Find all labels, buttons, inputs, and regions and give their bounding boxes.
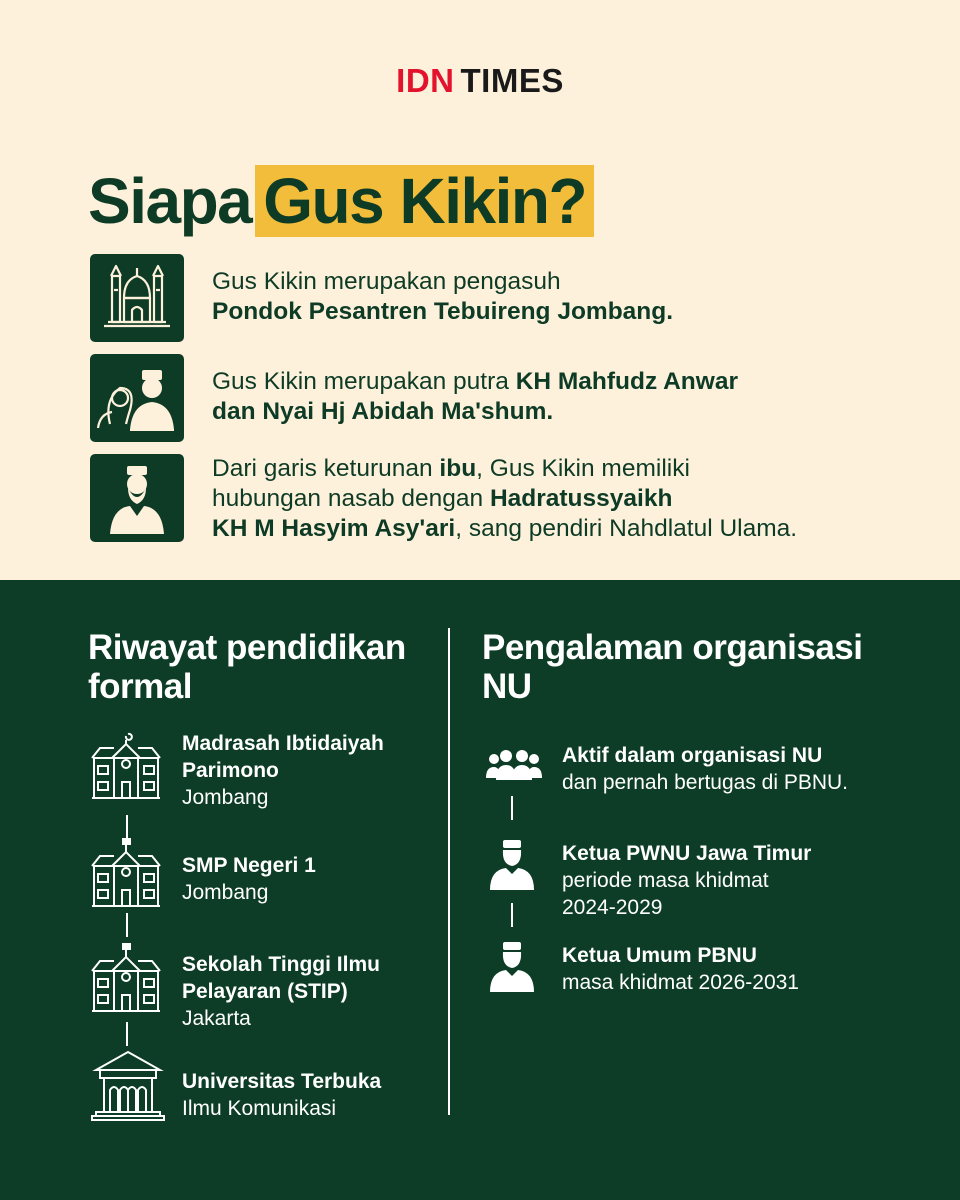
education-item <box>90 943 440 1033</box>
fact-3-bold2: Hadratussyaikh <box>489 485 673 512</box>
organization-detail: masa khidmat 2026-2031 <box>562 971 799 994</box>
organization-item <box>486 742 926 802</box>
madrasah-building-icon <box>90 730 162 802</box>
fact-text <box>212 267 892 327</box>
fact-3-line2: hubungan nasab dengan <box>212 485 490 512</box>
fact-row <box>90 454 890 544</box>
education-text <box>182 730 384 811</box>
fact-2-bold2: dan Nyai Hj Abidah Ma'shum. <box>212 398 554 425</box>
organization-text <box>562 942 799 996</box>
organization-heading-line1: Pengalaman organisasi <box>482 628 863 667</box>
organization-detail: dan pernah bertugas di PBNU. <box>562 771 849 794</box>
fact-3-bold1: ibu <box>439 455 477 482</box>
organization-role: Ketua Umum PBNU <box>562 944 757 967</box>
title-lead: Siapa <box>88 165 252 237</box>
organization-item <box>486 942 926 1002</box>
education-heading-line2: formal <box>88 667 192 706</box>
education-name: Pelayaran (STIP) <box>182 980 348 1003</box>
idn-times-logo <box>0 62 960 100</box>
fact-1-line1: Gus Kikin merupakan pengasuh <box>212 268 561 295</box>
fact-3-line3-rest: , sang pendiri Nahdlatul Ulama. <box>455 515 798 542</box>
organization-heading <box>482 628 862 706</box>
group-icon <box>486 748 542 784</box>
fact-row <box>90 354 890 444</box>
fact-2-bold1: KH Mahfudz Anwar <box>515 368 738 395</box>
education-item <box>90 730 440 820</box>
education-name: Parimono <box>182 759 279 782</box>
school-building-icon <box>90 943 162 1015</box>
education-heading <box>88 628 406 706</box>
school-building-icon <box>90 838 162 910</box>
organization-period: 2024-2029 <box>562 896 663 919</box>
fact-1-bold: Pondok Pesantren Tebuireng Jombang. <box>212 298 674 325</box>
education-item <box>90 1050 440 1130</box>
fact-text <box>212 367 892 427</box>
fact-3-line1: Dari garis keturunan <box>212 455 440 482</box>
fact-2-line1: Gus Kikin merupakan putra <box>212 368 516 395</box>
page-title <box>88 164 594 238</box>
logo-idn: IDN <box>396 62 455 99</box>
logo-times: TIMES <box>460 62 564 99</box>
education-text <box>182 852 316 906</box>
mosque-icon <box>90 254 184 342</box>
education-place: Jombang <box>182 881 269 904</box>
fact-3-bold3: KH M Hasyim Asy'ari <box>212 515 456 542</box>
organization-item <box>486 840 926 920</box>
fact-3-line1-rest: , Gus Kikin memiliki <box>476 455 690 482</box>
education-name: Madrasah Ibtidaiyah <box>182 732 384 755</box>
education-text <box>182 951 380 1032</box>
education-item <box>90 838 440 918</box>
education-name: Sekolah Tinggi Ilmu <box>182 953 380 976</box>
education-heading-line1: Riwayat pendidikan <box>88 628 406 667</box>
column-divider <box>448 628 450 1115</box>
cleric-icon <box>90 454 184 542</box>
organization-role: Aktif dalam organisasi NU <box>562 744 823 767</box>
organization-detail: periode masa khidmat <box>562 869 769 892</box>
organization-heading-line2: NU <box>482 667 532 706</box>
university-building-icon <box>90 1050 166 1122</box>
education-name: Universitas Terbuka <box>182 1070 382 1093</box>
fact-text <box>212 454 892 544</box>
education-place: Jombang <box>182 786 269 809</box>
organization-text <box>562 840 811 921</box>
person-peci-icon <box>486 942 538 994</box>
person-peci-icon <box>486 840 538 892</box>
fact-row <box>90 254 890 344</box>
education-name: SMP Negeri 1 <box>182 854 316 877</box>
title-highlight: Gus Kikin? <box>255 165 594 237</box>
parents-icon <box>90 354 184 442</box>
organization-text <box>562 742 848 796</box>
education-place: Jakarta <box>182 1007 251 1030</box>
education-place: Ilmu Komunikasi <box>182 1097 337 1120</box>
organization-role: Ketua PWNU Jawa Timur <box>562 842 812 865</box>
education-text <box>182 1068 381 1122</box>
